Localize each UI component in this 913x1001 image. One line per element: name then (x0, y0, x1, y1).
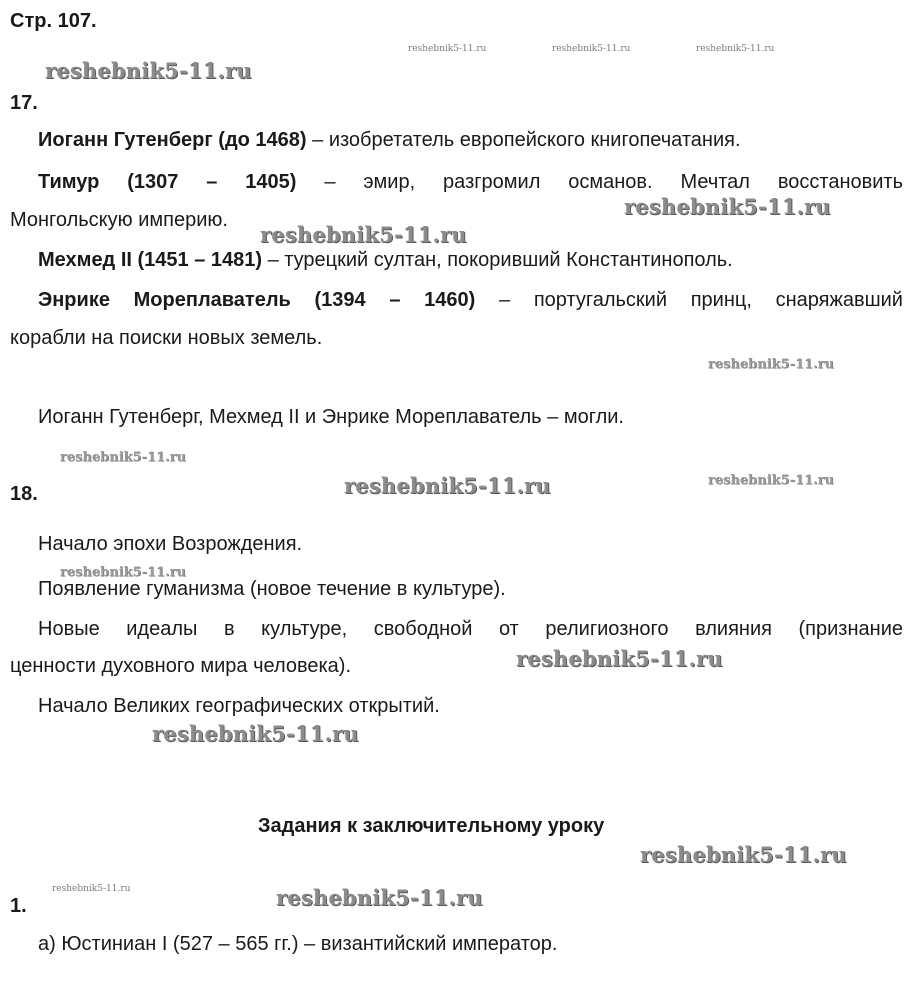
watermark: reshebnik5-11.ru (408, 44, 487, 54)
watermark: reshebnik5-11.ru (52, 884, 131, 894)
watermark: reshebnik5-11.ru (276, 885, 483, 910)
watermark: reshebnik5-11.ru (640, 842, 847, 867)
task-17-item-4-continuation: корабли на поиски новых земель. (10, 327, 323, 349)
watermark: reshebnik5-11.ru (708, 473, 835, 488)
watermark: reshebnik5-11.ru (708, 357, 835, 372)
person-name: Энрике Мореплаватель (1394 – 1460) (38, 289, 476, 311)
watermark: reshebnik5-11.ru (152, 721, 359, 746)
task-17-conclusion: Иоганн Гутенберг, Мехмед II и Энрике Мореплаватель – могли. (38, 406, 624, 428)
task-17-item-2-continuation: Монгольскую империю. (10, 209, 228, 231)
watermark: reshebnik5-11.ru (516, 646, 723, 671)
final-task-item-a: а) Юстиниан I (527 – 565 гг.) – византийский император. (38, 933, 558, 955)
watermark: reshebnik5-11.ru (60, 450, 187, 465)
task-18-line-3: Новые идеалы в культуре, свободной от религиозного влияния (признание (38, 618, 903, 640)
final-lesson-heading: Задания к заключительному уроку (258, 815, 605, 837)
final-task-number: 1. (10, 895, 27, 917)
watermark: reshebnik5-11.ru (260, 222, 467, 247)
person-description: – турецкий султан, покоривший Константинополь. (262, 249, 733, 271)
watermark: reshebnik5-11.ru (344, 473, 551, 498)
task-18-number: 18. (10, 483, 38, 505)
person-name: Тимур (1307 – 1405) (38, 171, 297, 193)
task-18-line-2: Появление гуманизма (новое течение в культуре). (38, 578, 506, 600)
person-description: – португальский принц, снаряжавший (475, 289, 903, 311)
watermark: reshebnik5-11.ru (60, 565, 187, 580)
task-17-item-3 (38, 248, 733, 272)
watermark: reshebnik5-11.ru (696, 44, 775, 54)
watermark: reshebnik5-11.ru (552, 44, 631, 54)
task-18-line-5: Начало Великих географических открытий. (38, 695, 440, 717)
person-description: – эмир, разгромил османов. Мечтал восстановить (296, 171, 903, 193)
person-name: Мехмед II (1451 – 1481) (38, 249, 263, 271)
task-17-item-4 (38, 288, 903, 312)
page-label: Стр. 107. (10, 10, 97, 32)
task-17-number: 17. (10, 92, 38, 114)
person-description: – изобретатель европейского книгопечатания. (306, 129, 741, 151)
watermark: reshebnik5-11.ru (45, 58, 252, 83)
person-name: Иоганн Гутенберг (до 1468) (38, 129, 307, 151)
task-18-line-1: Начало эпохи Возрождения. (38, 533, 303, 555)
task-17-item-1 (38, 128, 741, 152)
watermark: reshebnik5-11.ru (624, 194, 831, 219)
task-17-item-2 (38, 170, 903, 194)
task-18-line-4: ценности духовного мира человека). (10, 655, 352, 677)
